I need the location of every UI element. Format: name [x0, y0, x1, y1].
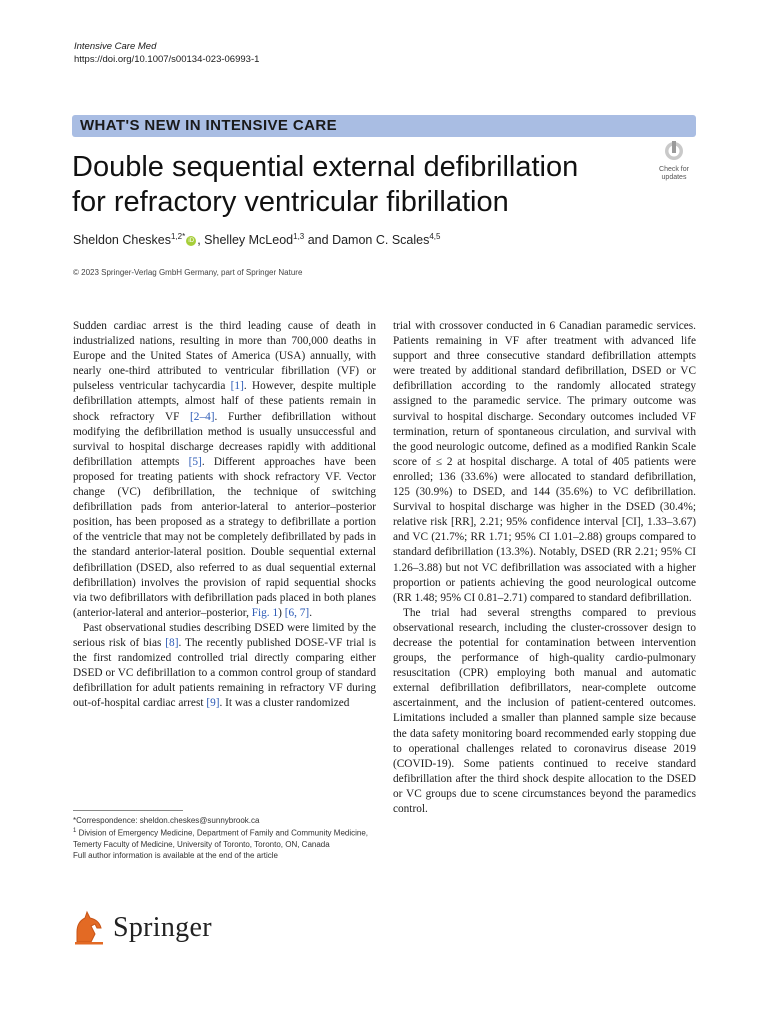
body-paragraph — [73, 621, 376, 712]
author-affiliation: 1,2* — [170, 232, 186, 241]
check-for-updates-badge[interactable] — [654, 141, 694, 181]
author-affiliation: 1,3 — [293, 232, 305, 241]
correspondence-note: *Correspondence: sheldon.cheskes@sunnybrook.ca — [73, 816, 260, 825]
author-name: Damon C. Scales — [332, 233, 430, 248]
body-paragraph — [73, 319, 376, 621]
body-paragraph: trial with crossover conducted in 6 Canadian paramedic services. Patients remaining in VF after treatment with advanced life support and three consecutive standard defibrillation attempts were treated by additional standard defibrillation, DSED or VC defibrillation according to the randomly allocated strategy assigned to the paramedic service. The primary outcome was survival to hospital discharge. Secondary outcomes included VF termination, return of spontaneous circulation, and survival with the good neurologic outcome, defined as a modified Rankin Scale score of ≤ 2 at hospital discharge. A total of 405 patients were enrolled; 136 (33.6%) were allocated to standard defibrillation, 125 (30.9%) to DSED, and 144 (35.6%) to VC defibrillation. Survival to hospital discharge was higher in the DSED (30.4%; relative risk [RR], 2.21; 95% confidence interval [CI], 1.33–3.67) and VC (21.7%; RR 1.71; 95% CI 1.01–2.88) groups compared to standard defibrillation (13.3%). Notably, DSED (RR 2.21; 95% CI 1.26–3.88) but not VC defibrillation was associated with a higher proportion or patients achieving the good neurological outcome (RR 1.48; 95% CI 0.81–2.71) compared to standard defibrillation. — [393, 320, 696, 604]
affiliation-text: Division of Emergency Medicine, Department of Family and Community Medicine, Temerty Faculty of Medicine, University of Toronto, Toronto, ON, Canada — [73, 828, 369, 849]
citation-link[interactable]: [6, 7] — [284, 606, 310, 619]
paragraph-text: . It was a cluster randomized — [219, 697, 350, 710]
paragraph-text: Sudden cardiac arrest is the third leading cause of death in industrialized nations, resulting in more than 700,000 deaths in Europe and the United States of America (USA) annually, with nearly one-third attributed to ventricular fibrillation (VF) or pulseless ventricular tachycardia — [73, 320, 376, 393]
author-name: Shelley McLeod — [204, 233, 294, 248]
citation-link[interactable]: [1] — [230, 380, 244, 393]
affiliation-note — [73, 826, 373, 850]
footnote-divider — [73, 810, 183, 811]
running-header — [74, 40, 259, 66]
affiliation-number: 1 — [73, 828, 77, 834]
citation-link[interactable]: [8] — [165, 636, 179, 649]
footnotes — [73, 815, 373, 861]
paragraph-text: . Different approaches have been proposed for treating patients with shock refractory VF. Vector change (VC) defibrillation, the technique of switching defibrillation pads from anterior-lateral to anterior–posterior position, has been proposed as a strategy to defibrillate a portion of the ventricle that may not be completely defibrillated by pads in the standard anterior-lateral position. Double sequential external defibrillation (DSED, also referred to as dual sequential external defibrillation) involves the provision of rapid sequential shocks via two defibrillators with defibrillation pads placed in both planes (anterior-lateral and anterior–posterior, — [73, 455, 377, 619]
paragraph-text: . — [309, 606, 313, 619]
paragraph-text: . The recently published DOSE-VF trial is the first randomized controlled trial directly comparing either DSED or VC defibrillation to a common control group of standard defibrillation for adult patients remaining in refractory VF during out-of-hospital cardiac arrest — [73, 636, 376, 710]
check-updates-line-2: updates — [661, 174, 687, 181]
title-line-1: Double sequential external defibrillation — [72, 151, 579, 183]
springer-horse-icon — [73, 910, 105, 946]
paragraph-text: . Further defibrillation without modifying the defibrillation method is usually unsuccessful and survival to hospital discharge decreases rapidly with additional defibrillation attempts — [73, 410, 376, 468]
orcid-icon[interactable]: iD — [186, 236, 196, 246]
left-column — [73, 319, 376, 711]
title-line-2: for refractory ventricular fibrillation — [72, 186, 509, 218]
paragraph-text: ) — [278, 606, 285, 619]
figure-link[interactable]: Fig. 1 — [251, 606, 279, 619]
paragraph-text: Past observational studies describing DSED were limited by the serious risk of bias — [73, 621, 376, 649]
publisher-name: Springer — [113, 912, 212, 943]
right-column — [393, 319, 696, 817]
citation-link[interactable]: [2–4] — [190, 410, 215, 423]
author-name: Sheldon Cheskes — [73, 233, 171, 248]
citation-link[interactable]: [5] — [188, 455, 202, 468]
author-info-note: Full author information is available at the end of the article — [73, 850, 279, 860]
journal-name: Intensive Care Med — [74, 41, 157, 52]
check-updates-icon — [664, 141, 684, 161]
doi-link[interactable]: https://doi.org/10.1007/s00134-023-06993-1 — [74, 54, 260, 65]
copyright-notice: © 2023 Springer-Verlag GmbH Germany, part of Springer Nature — [73, 268, 303, 277]
author-affiliation: 4,5 — [429, 232, 441, 241]
article-title — [72, 150, 632, 220]
author-list: Sheldon Cheskes$^{1,2*}$ iD , Shelley McLeod$^{1,3}$ and Damon C. Scales$^{4,5}$ — [73, 232, 441, 248]
citation-link[interactable]: [9] — [206, 697, 220, 710]
publisher-logo — [73, 908, 212, 948]
section-banner: WHAT'S NEW IN INTENSIVE CARE — [72, 115, 696, 137]
check-updates-line-1: Check for — [659, 166, 689, 173]
body-paragraph: The trial had several strengths compared to previous observational research, including the cluster-crossover design to decrease the potential for contamination between intervention groups, the performance of high-quality cardio-pulmonary resuscitation (CPR) employing both manual and automatic external defibrillation defibrillators, near-complete outcome ascertainment, and the inclusion of patient-centered outcomes. Limitations included a smaller than planned sample size because the data safety monitoring board recommended early stopping due to operational challenges related to coronavirus disease 2019 (COVID-19). Some patients continued to receive standard defibrillation after the third shock despite allocation to the DSED or VC groups due to scene circumstances beyond the paramedics control. — [393, 606, 696, 815]
paragraph-text: . However, despite multiple defibrillation attempts, almost half of these patients remain in shock refractory VF — [73, 380, 376, 423]
author-joiner: and — [307, 233, 329, 248]
